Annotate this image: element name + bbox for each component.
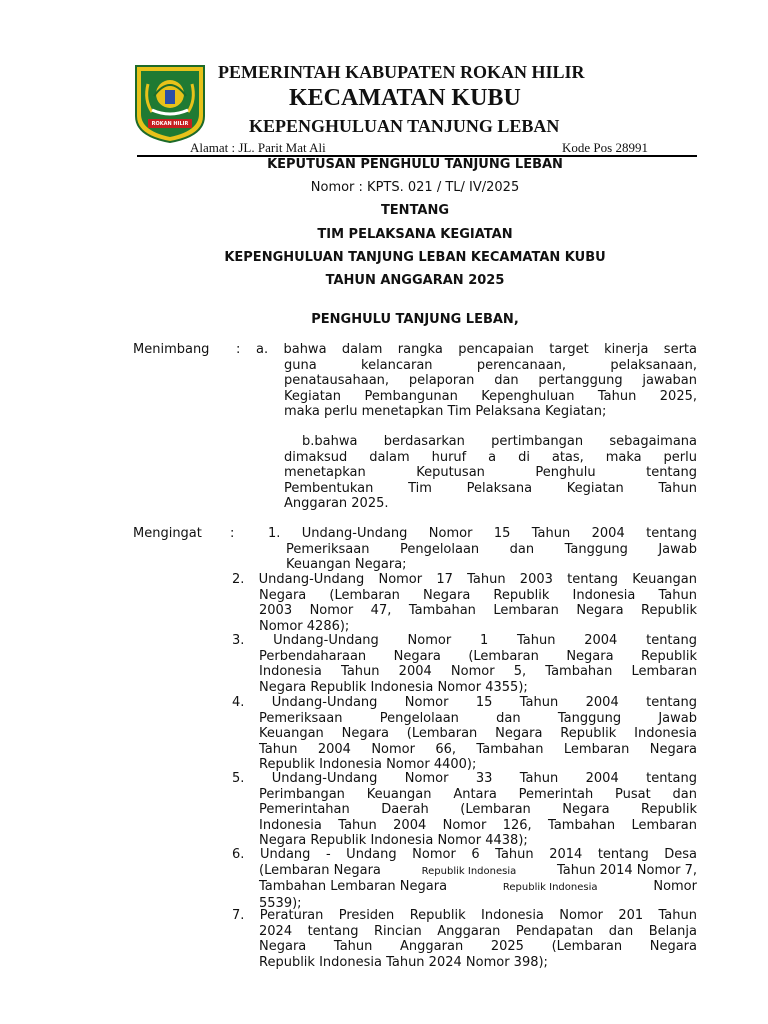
text-line: Kegiatan Pembangunan Kepenghuluan Tahun 2025, (284, 388, 697, 404)
text-line: Tahun 2004 Nomor 66, Tambahan Lembaran Negara (259, 741, 697, 757)
text-line: 2. Undang-Undang Nomor 17 Tahun 2003 tentang Keuangan (232, 572, 697, 587)
mengingat-item-7 (232, 908, 697, 970)
text-fragment: Republik Indonesia (421, 865, 517, 877)
text-fragment: Republik Indonesia (502, 882, 598, 893)
letterhead-village: KEPENGHULUAN TANJUNG LEBAN (249, 116, 560, 136)
subject-line-2: KEPENGHULUAN TANJUNG LEBAN KECAMATAN KUBU (224, 250, 606, 265)
mengingat-item-4 (232, 695, 697, 773)
text-line: Pemeriksaan Pengelolaan dan Tanggung Jawab (286, 541, 697, 557)
text-line: 6. Undang - Undang Nomor 6 Tahun 2014 tentang Desa (232, 847, 697, 862)
text-line: Anggaran 2025. (284, 496, 389, 511)
text-line: Indonesia Tahun 2004 Nomor 5, Tambahan Lembaran (259, 664, 697, 679)
text-line: Negara (Lembaran Negara Republik Indonesia Tahun (259, 587, 697, 603)
letterhead-postal-code: Kode Pos 28991 (562, 140, 648, 155)
text-line: 5539); (259, 895, 302, 911)
text-line: Republik Indonesia Nomor 4400); (259, 757, 477, 772)
text-line: Keuangan Negara (Lembaran Negara Republik Indonesia (259, 726, 697, 741)
text-line: 1. Undang-Undang Nomor 15 Tahun 2004 tentang (268, 526, 697, 541)
text-line: Negara Republik Indonesia Nomor 4438); (259, 833, 528, 848)
text-line: penatausahaan, pelaporan dan pertanggung jawaban (284, 373, 697, 388)
menimbang-point-a (256, 342, 697, 420)
text-line: Negara Republik Indonesia Nomor 4355); (259, 679, 528, 695)
text-line: Perimbangan Keuangan Antara Pemerintah Pusat dan (259, 786, 697, 802)
subject-line-3: TAHUN ANGGARAN 2025 (325, 273, 505, 288)
decision-title: KEPUTUSAN PENGHULU TANJUNG LEBAN (267, 157, 563, 172)
text-line: Pemeriksaan Pengelolaan dan Tanggung Jawab (259, 710, 697, 726)
menimbang-label: Menimbang (133, 342, 210, 357)
text-line: 5. Undang-Undang Nomor 33 Tahun 2004 tentang (232, 771, 697, 786)
letterhead-government: PEMERINTAH KABUPATEN ROKAN HILIR (218, 62, 585, 82)
text-fragment: (Lembaran Negara (259, 862, 381, 878)
mengingat-colon: : (230, 526, 235, 541)
text-line: Negara Tahun Anggaran 2025 (Lembaran Negara (259, 939, 697, 954)
mengingat-item-1 (268, 526, 697, 573)
text-line: a. bahwa dalam rangka pencapaian target kinerja serta (256, 342, 697, 357)
mengingat-item-3 (232, 633, 697, 695)
regency-logo (134, 64, 206, 144)
signer-heading: PENGHULU TANJUNG LEBAN, (311, 312, 519, 327)
text-fragment: Tahun 2014 Nomor 7, (556, 862, 697, 878)
text-line: 2003 Nomor 47, Tambahan Lembaran Negara Republik (259, 603, 697, 618)
mengingat-label: Mengingat (133, 526, 202, 541)
text-fragment: Nomor (653, 879, 697, 894)
text-line: 4. Undang-Undang Nomor 15 Tahun 2004 tentang (232, 695, 697, 710)
text-line (259, 863, 697, 880)
text-line: 7. Peraturan Presiden Republik Indonesia Nomor 201 Tahun (232, 908, 697, 923)
text-line: maka perlu menetapkan Tim Pelaksana Kegiatan; (284, 404, 607, 419)
text-line: Indonesia Tahun 2004 Nomor 126, Tambahan Lembaran (259, 817, 697, 833)
logo-text: ROKAN HILIR (151, 121, 189, 127)
menimbang-colon: : (236, 342, 241, 357)
text-line: guna kelancaran perencanaan, pelaksanaan, (284, 357, 697, 373)
text-line: Perbendaharaan Negara (Lembaran Negara Republik (259, 648, 697, 664)
text-line (259, 879, 697, 896)
text-line: Pemerintahan Daerah (Lembaran Negara Republik (259, 802, 697, 817)
text-line: 3. Undang-Undang Nomor 1 Tahun 2004 tentang (232, 633, 697, 648)
text-line: b.bahwa berdasarkan pertimbangan sebagaimana (302, 434, 697, 449)
mengingat-item-5 (232, 771, 697, 849)
letterhead-district: KECAMATAN KUBU (289, 85, 521, 111)
decision-number: Nomor : KPTS. 021 / TL/ IV/2025 (310, 180, 520, 195)
text-line: dimaksud dalam huruf a di atas, maka perlu (284, 449, 697, 465)
mengingat-item-2 (232, 572, 697, 634)
text-line: Pembentukan Tim Pelaksana Kegiatan Tahun (284, 480, 697, 496)
text-line: menetapkan Keputusan Penghulu tentang (284, 465, 697, 480)
mengingat-item-6 (232, 847, 697, 911)
text-line: Nomor 4286); (259, 618, 350, 634)
subject-line-1: TIM PELAKSANA KEGIATAN (317, 227, 513, 242)
about-heading: TENTANG (380, 203, 450, 218)
text-fragment: Tambahan Lembaran Negara (259, 879, 448, 894)
menimbang-point-b (284, 434, 697, 512)
text-line: Keuangan Negara; (286, 557, 407, 572)
text-line: Republik Indonesia Tahun 2024 Nomor 398); (259, 954, 548, 970)
text-line: 2024 tentang Rincian Anggaran Pendapatan dan Belanja (259, 923, 697, 939)
letterhead-address: Alamat : JL. Parit Mat Ali (190, 140, 326, 155)
